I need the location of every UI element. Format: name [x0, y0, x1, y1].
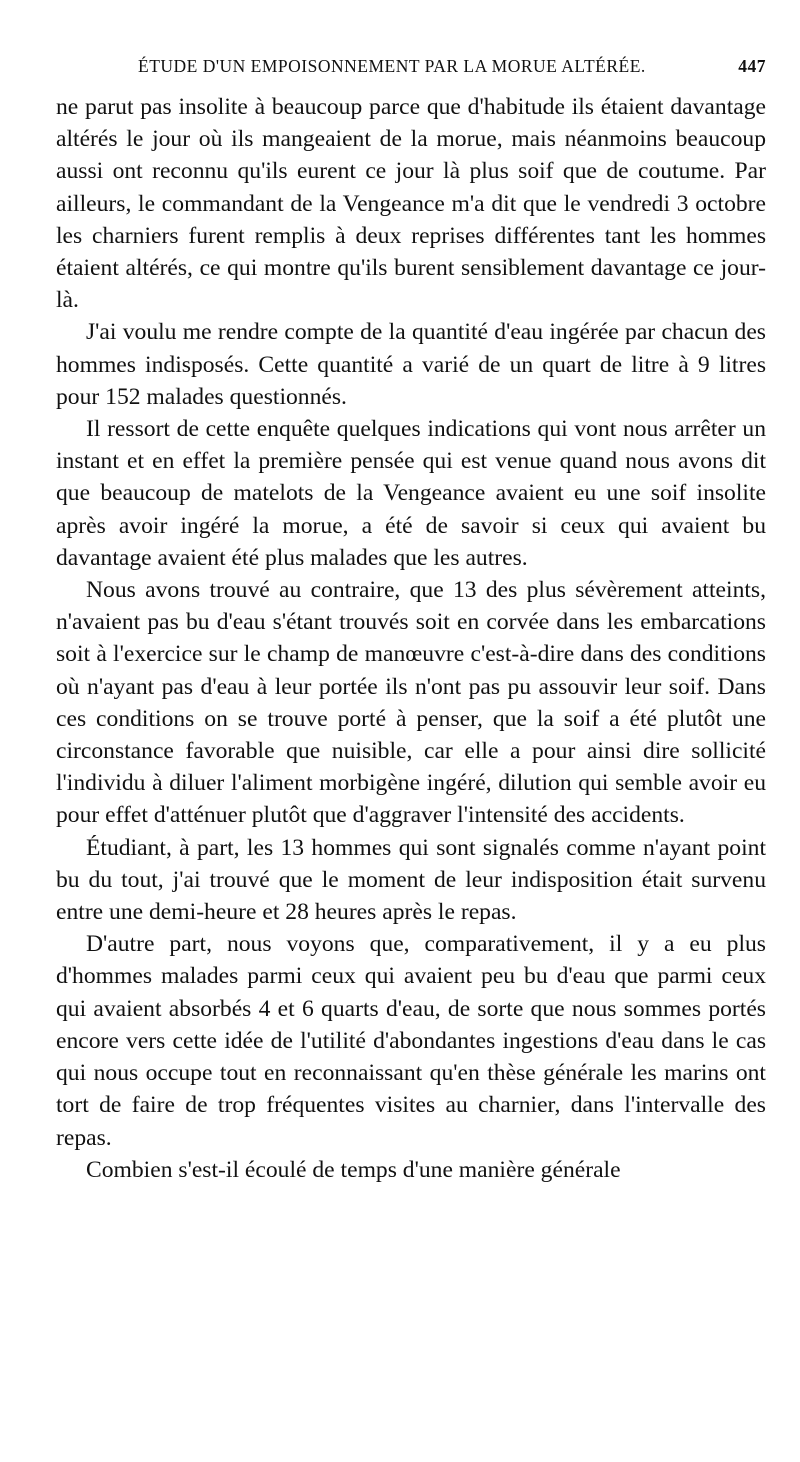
paragraph-7: Combien s'est-il écoulé de temps d'une manière générale — [86, 1156, 621, 1183]
paragraph-4: Nous avons trouvé au contraire, que 13 des plus sévèrement atteints, n'avaient pas bu d'eau s'étant trouvés soit en corvée dans les embarcations soit à l'exercice sur le champ de manœuvre c'est-à-dire dans des conditions où n'ayant pas d'eau à leur portée ils n'ont pas pu assouvir leur soif. Dans ces conditions on se trouve porté à penser, que la soif a été plutôt une circonstance favorable que nuisible, car elle a pour ainsi dire sollicité l'individu à diluer l'aliment morbigène ingéré, dilution qui semble avoir eu pour effet d'atténuer plutôt que d'aggraver l'intensité des accidents. — [56, 577, 766, 829]
paragraph-2: J'ai voulu me rendre compte de la quantité d'eau ingérée par chacun des hommes indisposés. Cette quantité a varié de un quart de litre à 9 litres pour 152 malades questionnés. — [56, 319, 766, 410]
running-title: ÉTUDE D'UN EMPOISONNEMENT PAR LA MORUE ALTÉRÉE. — [138, 56, 646, 76]
running-header — [56, 56, 766, 82]
paragraph-3: Il ressort de cette enquête quelques indications qui vont nous arrêter un instant et en effet la première pensée qui est venue quand nous avons dit que beaucoup de matelots de la Vengeance avaient eu une soif insolite après avoir ingéré la morue, a été de savoir si ceux qui avaient bu davantage avaient été plus malades que les autres. — [56, 416, 766, 571]
body-text — [56, 91, 766, 1186]
page-number: 447 — [738, 56, 766, 76]
paragraph-5: Étudiant, à part, les 13 hommes qui sont signalés comme n'ayant point bu du tout, j'ai trouvé que le moment de leur indisposition était survenu entre une demi-heure et 28 heures après le repas. — [56, 834, 766, 926]
paragraph-1: ne parut pas insolite à beaucoup parce que d'habitude ils étaient davantage altérés le jour où ils mangeaient de la morue, mais néanmoins beaucoup aussi ont reconnu qu'ils eurent ce jour là plus soif que de coutume. Par ailleurs, le commandant de la Vengeance m'a dit que le vendredi 3 octobre les charniers furent remplis à deux reprises différentes tant les hommes étaient altérés, ce qui montre qu'ils burent sensiblement davantage ce jour-là. — [56, 94, 766, 314]
paragraph-6: D'autre part, nous voyons que, comparativement, il y a eu plus d'hommes malades parmi ceux qui avaient peu bu d'eau que parmi ceux qui avaient absorbés 4 et 6 quarts d'eau, de sorte que nous sommes portés encore vers cette idée de l'utilité d'abondantes ingestions d'eau dans le cas qui nous occupe tout en reconnaissant qu'en thèse générale les marins ont tort de faire de trop fréquentes visites au charnier, dans l'intervalle des repas. — [56, 931, 766, 1151]
